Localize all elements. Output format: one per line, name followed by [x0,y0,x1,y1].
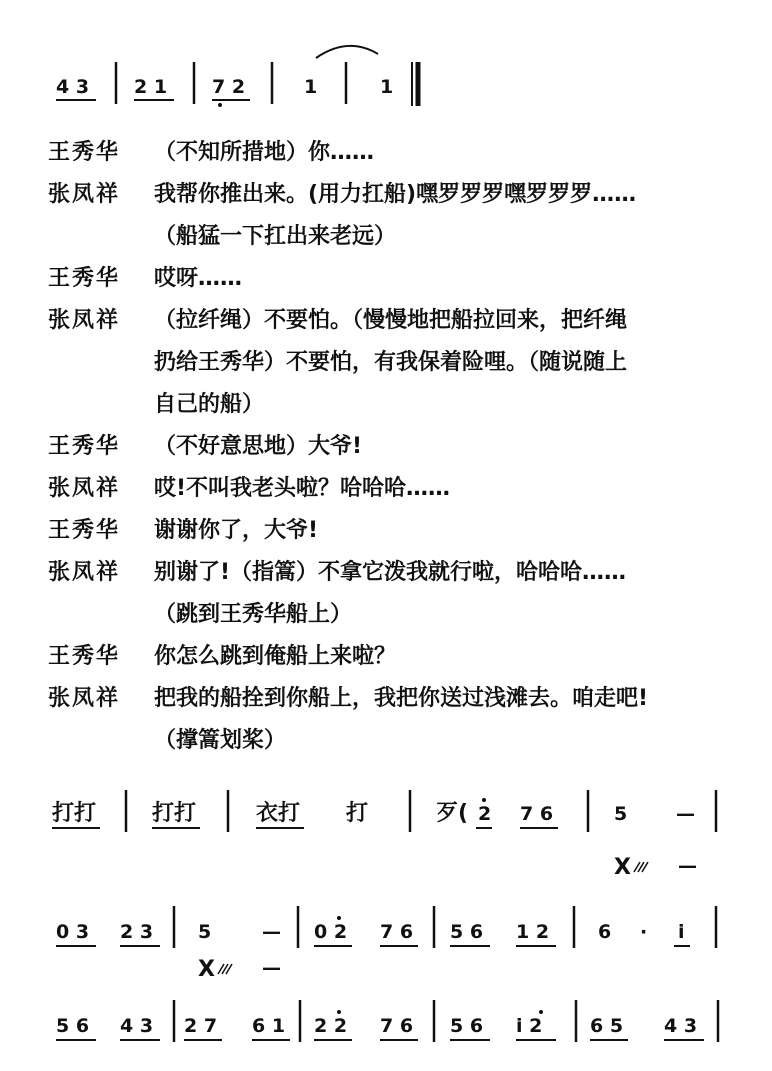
notes-02: 0 2 [314,921,348,943]
x-sub: X [614,855,631,880]
notes-76: 7 6 [380,1015,414,1037]
note-2-high: 2 [478,803,492,825]
notes-12: 1 2 [516,921,550,943]
note-5: 5 [614,803,628,825]
aug-dot: · [640,921,648,943]
dialogue-line [44,720,744,762]
notes-56: 5 6 [450,921,484,943]
tie-arc [316,46,378,58]
dialogue-line [44,636,744,678]
line-text: （不知所措地）你…… [154,140,375,165]
notes-03: 0 3 [56,921,90,943]
notes-22: 2 2 [314,1015,348,1037]
dash: — [262,921,281,943]
line-text: 我帮你推出来。(用力扛船)嘿罗罗罗嘿罗罗罗…… [154,182,637,207]
dialogue-line [44,258,744,300]
speaker-name: 王秀华 [48,518,121,543]
dialogue-line [44,300,744,342]
speaker-name: 张凤祥 [48,182,121,207]
line-text: （跳到王秀华船上） [154,602,353,627]
perc-3: 衣打 [256,801,301,826]
note-5: 5 [198,921,212,943]
perc-4: 打 [346,801,369,826]
high-dot [539,1010,543,1014]
notes-43: 4 3 [664,1015,698,1037]
dialogue-line [44,384,744,426]
measure-2: 2 1 [134,76,168,98]
line-text: 扔给王秀华）不要怕，有我保着险哩。（随说随上 [154,350,628,375]
notes-23: 2 3 [120,921,154,943]
note-6: 6 [598,921,612,943]
notes-56: 5 6 [56,1015,90,1037]
bottom-row-3 [56,1000,718,1042]
dialogue-line [44,678,744,720]
speaker-name: 王秀华 [48,266,121,291]
measure-5: 1 [380,76,394,98]
speaker-name: 张凤祥 [48,476,121,501]
top-notation-row [56,46,418,107]
perc-1: 打打 [52,801,97,826]
notes-i2: i 2 [516,1015,543,1037]
bottom-row-1 [52,790,716,880]
speaker-name: 王秀华 [48,644,121,669]
line-text: （撑篙划桨） [154,728,287,753]
dash: — [262,957,281,979]
line-text: 哎呀…… [154,266,243,291]
high-dot [337,916,341,920]
line-text: （船猛一下扛出来老远） [154,224,397,249]
speaker-name: 张凤祥 [48,560,121,585]
dialogue-line [44,426,744,468]
dialogue-line [44,174,744,216]
notes-76: 7 6 [380,921,414,943]
perc-5: 歹( [436,801,469,826]
line-text: 你怎么跳到俺船上来啦？ [154,644,397,669]
high-dot [482,798,486,802]
notes-27: 2 7 [184,1015,218,1037]
high-dot [337,1010,341,1014]
dialogue-block [44,132,744,762]
dialogue-line [44,132,744,174]
dash: — [676,803,695,825]
dialogue-line [44,594,744,636]
line-text: 别谢了!（指篙）不拿它泼我就行啦，哈哈哈…… [154,560,627,585]
x-sub: X [198,957,215,982]
notes-76: 7 6 [520,803,554,825]
measure-1: 4 3 [56,76,90,98]
line-text: （不好意思地）大爷! [154,434,363,459]
measure-3: 7 2 [212,76,246,98]
note-i: i [678,921,685,943]
dialogue-line [44,342,744,384]
measure-4: 1 [304,76,318,98]
line-text: 把我的船拴到你船上，我把你送过浅滩去。咱走吧! [154,686,649,711]
line-text: 谢谢你了，大爷! [154,518,319,543]
perc-2: 打打 [152,801,197,826]
notes-61: 6 1 [252,1015,286,1037]
speaker-name: 王秀华 [48,434,121,459]
dash: — [678,855,697,877]
line-text: 自己的船） [154,392,265,417]
low-dot [218,103,222,107]
speaker-name: 张凤祥 [48,686,121,711]
speaker-name: 张凤祥 [48,308,121,333]
line-text: （拉纤绳）不要怕。（慢慢地把船拉回来，把纤绳 [154,308,628,333]
notes-65: 6 5 [590,1015,624,1037]
dialogue-line [44,552,744,594]
line-text: 哎!不叫我老头啦？哈哈哈…… [154,476,451,501]
dialogue-line [44,510,744,552]
dialogue-line [44,468,744,510]
notes-43: 4 3 [120,1015,154,1037]
dialogue-line [44,216,744,258]
speaker-name: 王秀华 [48,140,121,165]
bottom-row-2 [56,906,716,982]
notes-56: 5 6 [450,1015,484,1037]
